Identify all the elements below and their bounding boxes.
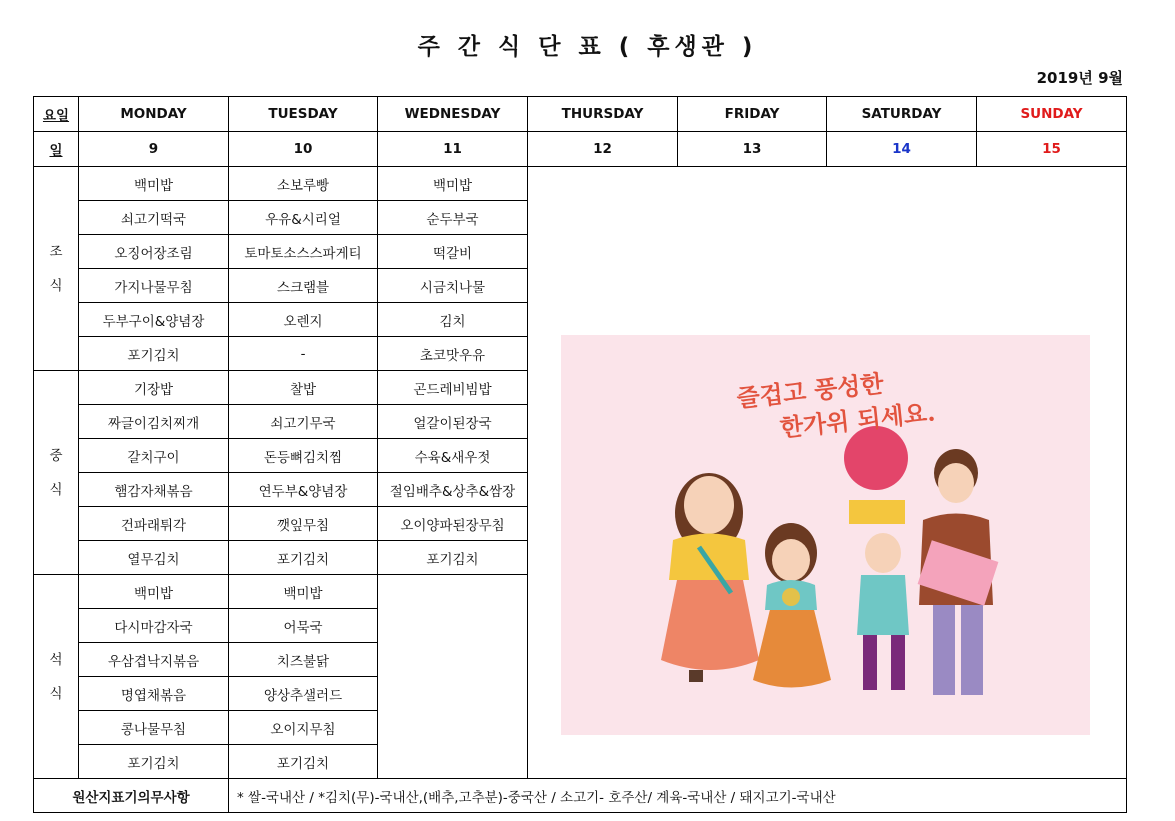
menu-cell: 두부구이&양념장 [79,303,229,337]
empty-cell [378,575,528,779]
menu-cell: 토마토소스스파게티 [229,235,378,269]
menu-cell: 포기김치 [79,337,229,371]
menu-cell: 명엽채볶음 [79,677,229,711]
meal-label-char: 석 [49,651,63,668]
menu-cell: 건파래튀각 [79,507,229,541]
meal-label-char: 중 [49,447,63,464]
menu-cell: 오이지무침 [229,711,378,745]
meal-label-char: 식 [49,481,63,498]
son-figure [844,426,909,690]
date-saturday: 14 [827,132,977,167]
menu-cell: 콩나물무침 [79,711,229,745]
day-wednesday: WEDNESDAY [378,97,528,132]
menu-cell: 오이양파된장무침 [378,507,528,541]
date-friday: 13 [678,132,827,167]
menu-cell: 포기김치 [79,745,229,779]
menu-cell: 곤드레비빔밥 [378,371,528,405]
day-friday: FRIDAY [678,97,827,132]
menu-cell: 포기김치 [229,745,378,779]
day-saturday: SATURDAY [827,97,977,132]
menu-cell: 오징어장조림 [79,235,229,269]
menu-cell: 돈등뼈김치찜 [229,439,378,473]
footer-row [34,779,1127,813]
menu-cell: 수육&새우젓 [378,439,528,473]
menu-cell: 햄감자채볶음 [79,473,229,507]
day-thursday: THURSDAY [528,97,678,132]
menu-cell: 갈치구이 [79,439,229,473]
menu-cell: 치즈불닭 [229,643,378,677]
menu-cell: 초코맛우유 [378,337,528,371]
menu-cell: 백미밥 [229,575,378,609]
menu-cell: 우유&시리얼 [229,201,378,235]
day-monday: MONDAY [79,97,229,132]
menu-cell: 얼갈이된장국 [378,405,528,439]
month-label: 2019년 9월 [1036,69,1123,87]
menu-cell: 오렌지 [229,303,378,337]
menu-cell: 연두부&양념장 [229,473,378,507]
menu-cell: 시금치나물 [378,269,528,303]
date-thursday: 12 [528,132,678,167]
greeting-line-1: 즐겁고 풍성한 [735,368,885,413]
menu-cell: 포기김치 [229,541,378,575]
menu-cell: - [229,337,378,371]
day-label: 요일 [34,97,79,132]
meal-label-lunch [34,371,79,575]
date-label: 일 [34,132,79,167]
menu-cell: 백미밥 [79,575,229,609]
menu-cell: 가지나물무침 [79,269,229,303]
date-wednesday: 11 [378,132,528,167]
menu-cell: 백미밥 [79,167,229,201]
father-figure [918,449,999,695]
day-tuesday: TUESDAY [229,97,378,132]
date-sunday: 15 [977,132,1127,167]
menu-cell: 쇠고기무국 [229,405,378,439]
menu-cell: 양상추샐러드 [229,677,378,711]
menu-cell: 기장밥 [79,371,229,405]
mother-figure [661,473,759,682]
origin-label: 원산지표기의무사항 [34,779,229,813]
menu-cell: 짜글이김치찌개 [79,405,229,439]
greeting-line-2: 한가위 되세요. [778,397,937,443]
menu-cell: 순두부국 [378,201,528,235]
menu-cell: 우삼겹낙지볶음 [79,643,229,677]
date-header-row [34,132,1127,167]
menu-cell: 떡갈비 [378,235,528,269]
menu-cell: 김치 [378,303,528,337]
table-row [34,167,1127,201]
date-tuesday: 10 [229,132,378,167]
menu-cell: 스크램블 [229,269,378,303]
menu-cell: 포기김치 [378,541,528,575]
meal-label-breakfast [34,167,79,371]
day-sunday: SUNDAY [977,97,1127,132]
menu-cell: 깻잎무침 [229,507,378,541]
page-title: 주 간 식 단 표 ( 후생관 ) [417,34,758,60]
chuseok-illustration [561,335,1090,735]
menu-cell: 소보루빵 [229,167,378,201]
meal-label-char: 식 [49,685,63,702]
menu-cell: 어묵국 [229,609,378,643]
date-monday: 9 [79,132,229,167]
menu-cell: 절임배추&상추&쌈장 [378,473,528,507]
day-header-row [34,97,1127,132]
meal-label-char: 식 [49,277,63,294]
menu-cell: 백미밥 [378,167,528,201]
meal-label-dinner [34,575,79,779]
menu-cell: 쇠고기떡국 [79,201,229,235]
menu-cell: 열무김치 [79,541,229,575]
menu-cell: 찰밥 [229,371,378,405]
menu-cell: 다시마감자국 [79,609,229,643]
origin-notice: * 쌀-국내산 / *김치(무)-국내산,(배추,고추분)-중국산 / 소고기- 호주산/ 계육-국내산 / 돼지고기-국내산 [229,779,1127,813]
meal-label-char: 조 [49,243,63,260]
daughter-figure [753,523,831,688]
